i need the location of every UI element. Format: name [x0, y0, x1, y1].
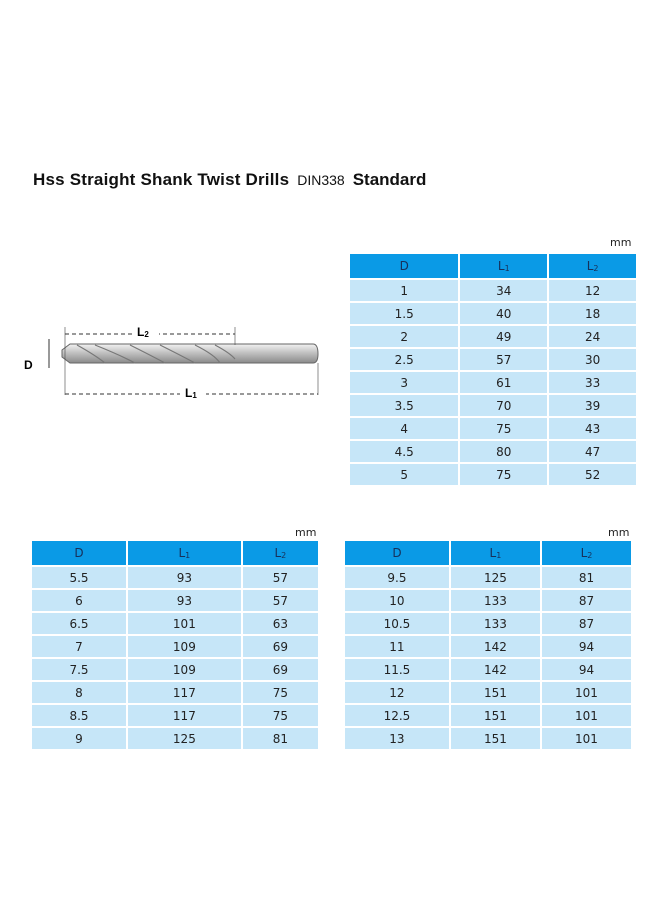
- table-header-row: [32, 541, 318, 565]
- table-cell: 133: [451, 613, 540, 634]
- unit-label: mm: [295, 526, 317, 539]
- table-row: [350, 280, 636, 301]
- header-subscript: 1: [185, 551, 191, 560]
- table-row: [345, 728, 631, 749]
- l2-label: [137, 325, 149, 339]
- column-header: [460, 254, 547, 278]
- column-header: [542, 541, 631, 565]
- table-cell: 142: [451, 659, 540, 680]
- header-subscript: 2: [593, 264, 599, 273]
- table-row: [345, 567, 631, 588]
- table-row: [350, 441, 636, 462]
- table-cell: 151: [451, 682, 540, 703]
- table-cell: 125: [451, 567, 540, 588]
- table-row: [350, 349, 636, 370]
- table-cell: 117: [128, 705, 241, 726]
- table-row: [345, 682, 631, 703]
- table-cell: 49: [460, 326, 547, 347]
- table-cell: 109: [128, 659, 241, 680]
- l2-letter: L: [137, 325, 145, 339]
- header-letter: L: [580, 546, 588, 560]
- table-cell: 11.5: [345, 659, 449, 680]
- table-row: [32, 682, 318, 703]
- table-cell: 3: [350, 372, 458, 393]
- table-cell: 75: [460, 464, 547, 485]
- table-cell: 13: [345, 728, 449, 749]
- table-cell: 8: [32, 682, 126, 703]
- table-cell: 80: [460, 441, 547, 462]
- table-row: [350, 303, 636, 324]
- table-cell: 2: [350, 326, 458, 347]
- table-cell: 30: [549, 349, 636, 370]
- header-letter: D: [392, 546, 402, 560]
- header-letter: L: [178, 546, 186, 560]
- table-cell: 93: [128, 590, 241, 611]
- table-row: [345, 705, 631, 726]
- table-cell: 142: [451, 636, 540, 657]
- table-header-row: [350, 254, 636, 278]
- l1-label: [185, 386, 197, 400]
- header-subscript: 1: [504, 264, 510, 273]
- l2-sub: 2: [144, 330, 149, 339]
- table-row: [350, 464, 636, 485]
- table-cell: 52: [549, 464, 636, 485]
- table-row: [345, 613, 631, 634]
- column-header: [451, 541, 540, 565]
- header-letter: L: [274, 546, 282, 560]
- table-cell: 7.5: [32, 659, 126, 680]
- column-header: [32, 541, 126, 565]
- table-cell: 7: [32, 636, 126, 657]
- header-letter: D: [399, 259, 409, 273]
- l1-letter: L: [185, 386, 193, 400]
- table-cell: 12: [345, 682, 449, 703]
- table-cell: 69: [243, 636, 318, 657]
- column-header: [350, 254, 458, 278]
- table-cell: 61: [460, 372, 547, 393]
- table-cell: 101: [542, 728, 631, 749]
- table-row: [32, 636, 318, 657]
- table-cell: 101: [542, 682, 631, 703]
- table-cell: 24: [549, 326, 636, 347]
- table-row: [345, 590, 631, 611]
- table-cell: 9: [32, 728, 126, 749]
- table-cell: 57: [243, 567, 318, 588]
- table-cell: 3.5: [350, 395, 458, 416]
- table-row: [350, 395, 636, 416]
- title-standard-code: DIN338: [297, 172, 345, 188]
- table-header-row: [345, 541, 631, 565]
- table-row: [350, 326, 636, 347]
- table-cell: 11: [345, 636, 449, 657]
- table-cell: 133: [451, 590, 540, 611]
- table-cell: 43: [549, 418, 636, 439]
- table-row: [32, 567, 318, 588]
- title-standard-word: Standard: [352, 170, 427, 189]
- table-row: [345, 659, 631, 680]
- header-letter: L: [489, 546, 497, 560]
- table-row: [32, 613, 318, 634]
- table-cell: 40: [460, 303, 547, 324]
- drill-diagram: [15, 315, 325, 405]
- header-letter: L: [497, 259, 505, 273]
- table-cell: 57: [460, 349, 547, 370]
- page-title: [33, 170, 426, 190]
- table-cell: 101: [128, 613, 241, 634]
- unit-label: mm: [610, 236, 632, 249]
- table-cell: 5.5: [32, 567, 126, 588]
- table-cell: 12: [549, 280, 636, 301]
- table-row: [32, 728, 318, 749]
- table-cell: 47: [549, 441, 636, 462]
- table-cell: 125: [128, 728, 241, 749]
- table-cell: 75: [460, 418, 547, 439]
- table-cell: 5: [350, 464, 458, 485]
- table-cell: 81: [542, 567, 631, 588]
- table-row: [32, 590, 318, 611]
- table-cell: 4: [350, 418, 458, 439]
- table-cell: 10: [345, 590, 449, 611]
- table-row: [32, 705, 318, 726]
- table-cell: 117: [128, 682, 241, 703]
- table-cell: 75: [243, 705, 318, 726]
- table-cell: 87: [542, 590, 631, 611]
- table-cell: 94: [542, 636, 631, 657]
- table-cell: 33: [549, 372, 636, 393]
- header-letter: D: [74, 546, 84, 560]
- table-cell: 9.5: [345, 567, 449, 588]
- table-cell: 6.5: [32, 613, 126, 634]
- table-cell: 4.5: [350, 441, 458, 462]
- spec-table-2: [30, 539, 320, 751]
- table-cell: 18: [549, 303, 636, 324]
- table-cell: 70: [460, 395, 547, 416]
- unit-label: mm: [608, 526, 630, 539]
- table-cell: 57: [243, 590, 318, 611]
- table-row: [32, 659, 318, 680]
- table-row: [350, 372, 636, 393]
- table-cell: 12.5: [345, 705, 449, 726]
- title-main: Hss Straight Shank Twist Drills: [33, 170, 290, 189]
- header-letter: L: [586, 259, 594, 273]
- table-cell: 81: [243, 728, 318, 749]
- table-cell: 2.5: [350, 349, 458, 370]
- table-row: [350, 418, 636, 439]
- column-header: [243, 541, 318, 565]
- table-row: [345, 636, 631, 657]
- header-subscript: 2: [281, 551, 287, 560]
- column-header: [128, 541, 241, 565]
- table-cell: 87: [542, 613, 631, 634]
- d-label: D: [24, 358, 33, 372]
- column-header: [345, 541, 449, 565]
- table-cell: 63: [243, 613, 318, 634]
- table-cell: 10.5: [345, 613, 449, 634]
- table-cell: 8.5: [32, 705, 126, 726]
- table-cell: 75: [243, 682, 318, 703]
- table-cell: 34: [460, 280, 547, 301]
- table-cell: 101: [542, 705, 631, 726]
- table-cell: 109: [128, 636, 241, 657]
- spec-table-1: [348, 252, 638, 487]
- l1-sub: 1: [192, 391, 197, 400]
- header-subscript: 1: [496, 551, 502, 560]
- table-cell: 6: [32, 590, 126, 611]
- table-cell: 1: [350, 280, 458, 301]
- table-cell: 94: [542, 659, 631, 680]
- table-cell: 39: [549, 395, 636, 416]
- table-cell: 93: [128, 567, 241, 588]
- spec-table-3: [343, 539, 633, 751]
- table-cell: 69: [243, 659, 318, 680]
- header-subscript: 2: [587, 551, 593, 560]
- table-cell: 151: [451, 728, 540, 749]
- column-header: [549, 254, 636, 278]
- table-cell: 151: [451, 705, 540, 726]
- table-cell: 1.5: [350, 303, 458, 324]
